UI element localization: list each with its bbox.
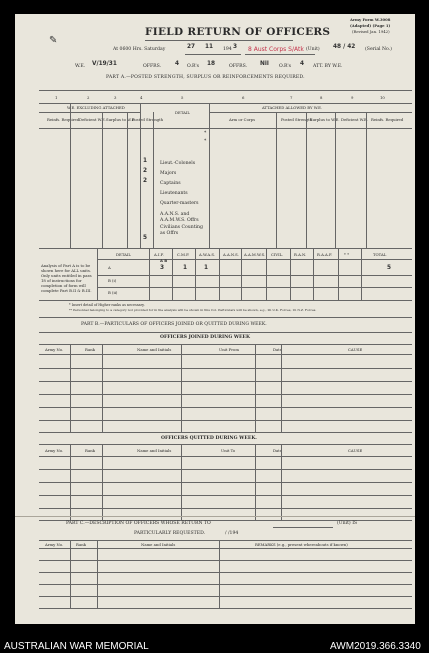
quitted-hdr-rank: Rank [85, 448, 95, 453]
ors-value: 18 [207, 61, 216, 67]
offrs2-value: Nil [260, 61, 269, 67]
offrs2-label: OFFRS. [229, 64, 248, 69]
hdr-posted-left: Posted Strength [132, 117, 164, 122]
posted-lieutenants: 2 [143, 178, 148, 184]
hdr-deficient-left: Deficient W.E. [79, 117, 107, 122]
posted-majors: 1 [143, 158, 148, 164]
joined-title-line [39, 344, 412, 345]
analysis-row-a: A [108, 265, 111, 270]
grid-v6 [276, 112, 277, 248]
joined-hdr-unit-from: Unit From [219, 347, 239, 352]
analysis-v0 [97, 248, 98, 300]
part-c-hdr-name: Name and Initials [141, 542, 176, 547]
analysis-row-a-line [97, 275, 412, 276]
archive-credit: AUSTRALIAN WAR MEMORIAL [4, 641, 149, 652]
joined-row-5 [39, 420, 412, 421]
joined-v1 [70, 344, 71, 432]
form-id-line2: (Adapted) (Page 1) [350, 23, 391, 28]
date-month: 11 [205, 44, 214, 50]
grid-v3 [127, 112, 128, 248]
rank-majors: Majors [160, 171, 177, 176]
footnote-2: ** Personnel belonging to a category not provided for in the analysis will be shown in this Col. Particulars will be shown, e.g., 2h U.K. Forces, 1h N.Z. Forces. [69, 308, 317, 312]
part-c-title-2: PARTICULARLY REQUESTED. [134, 531, 206, 536]
quitted-v1 [70, 444, 71, 520]
part-c-hdr-remarks: REMARKS (e.g., present whereabouts if known) [255, 542, 348, 547]
form-id-line3: (Revised Jan. 1942) [352, 29, 390, 34]
joined-row-2 [39, 381, 412, 382]
grid-v9 [366, 112, 367, 248]
joined-title: OFFICERS JOINED DURING WEEK [160, 335, 251, 340]
part-a-body-bottom [39, 248, 412, 249]
grid-v7 [306, 112, 307, 248]
joined-v4 [255, 344, 256, 432]
col-number-2: 2 [87, 95, 90, 100]
pencil-mark-icon: ✎ [49, 35, 58, 46]
posted-captains: 2 [143, 168, 148, 174]
joined-hdr-rank: Rank [85, 347, 95, 352]
unit-underline [245, 54, 315, 55]
joined-row-3 [39, 394, 412, 395]
serial-label: (Serial No.) [365, 47, 392, 52]
joined-row-4 [39, 407, 412, 408]
part-b-title-line [39, 332, 412, 333]
analysis-detail-header: DETAIL [116, 252, 131, 257]
quitted-hdr-cause: CAUSE [348, 448, 363, 453]
grid-v5 [209, 103, 210, 248]
analysis-v2 [172, 248, 173, 300]
part-c-title-b: (Unit) IS [337, 521, 358, 526]
part-c-v3 [219, 540, 220, 608]
rank-lieutenants: Lieutenants [160, 191, 188, 196]
part-a-top-line [39, 90, 412, 91]
col-number-10: 10 [380, 95, 385, 100]
analysis-col-awas: A.W.A.S. [199, 252, 216, 257]
col-number-1: 1 [55, 95, 58, 100]
part-c-date-stub: / /194 [225, 531, 239, 536]
quitted-hdr-army-no: Army No. [45, 448, 64, 453]
analysis-col-raaf: R.A.A.F. [317, 252, 333, 257]
we-prefix: W.E. [75, 64, 86, 69]
part-b-title: PART B.—PARTICULARS OF OFFICERS JOINED OR QUITTED DURING WEEK. [81, 322, 267, 327]
offrs-label: OFFRS. [143, 64, 162, 69]
quitted-row-3 [39, 495, 412, 496]
part-c-unit-blank [273, 527, 333, 528]
title-underline [145, 40, 293, 41]
joined-v2 [102, 344, 103, 432]
part-c-row-3 [39, 584, 412, 585]
row-a-cmf: 1 [183, 265, 188, 271]
grid-v4 [140, 103, 141, 248]
analysis-row-bi-line [97, 287, 412, 288]
attached-allowed-header: ATTACHED ALLOWED BY W.E. [262, 105, 323, 110]
part-c-v1 [70, 540, 71, 608]
analysis-v5 [241, 248, 242, 300]
analysis-col-civil: CIVIL. [271, 252, 284, 257]
joined-v3 [181, 344, 182, 432]
col-number-5: 5 [181, 95, 184, 100]
part-c-row-1 [39, 560, 412, 561]
rank-captains: Captains [160, 181, 181, 186]
part-c-hdr-rank: Rank [76, 542, 86, 547]
archive-id: AWM2019.366.3340 [330, 641, 421, 652]
quitted-row-2 [39, 482, 412, 483]
part-c-title-line [39, 540, 412, 541]
we-value: V/19/31 [92, 61, 117, 67]
detail-star-1: * [204, 131, 207, 136]
joined-hdr-army-no: Army No. [45, 347, 64, 352]
analysis-col-ran: R.A.N. [294, 252, 307, 257]
hdr-arm-corps: Arm or Corps [229, 117, 256, 122]
analysis-col-cmf: C.M.F. [177, 252, 190, 257]
quitted-v5 [281, 444, 282, 520]
we-excluding-header: W.E. EXCLUDING ATTACHED [67, 105, 125, 110]
header-bottom-line [39, 128, 412, 129]
analysis-v9 [338, 248, 339, 300]
joined-hdr-date: Date [273, 347, 283, 352]
row-a-aif: 3 [160, 265, 165, 271]
analysis-v7 [290, 248, 291, 300]
quitted-hdr-unit-to: Unit To [221, 448, 236, 453]
col-number-4: 4 [140, 95, 143, 100]
analysis-v1 [149, 248, 150, 300]
part-c-title-a: PART C.—DESCRIPTION OF OFFICERS WHOSE RETURN TO [66, 521, 211, 526]
ors2-value: 4 [300, 61, 305, 67]
analysis-col-other: * * [344, 252, 350, 257]
analysis-header-line [97, 259, 412, 260]
rank-aans-aamws: A.A.N.S. and A.A.M.W.S. Offrs [160, 212, 199, 223]
offrs-value: 4 [175, 61, 180, 67]
date-day: 27 [187, 44, 196, 50]
part-c-row-2 [39, 572, 412, 573]
ors2-label: O.R's [279, 64, 292, 69]
posted-total: 5 [143, 235, 148, 241]
analysis-v6 [266, 248, 267, 300]
analysis-col-aans: A.A.N.S. [223, 252, 239, 257]
analysis-col-aif: A.I.F. [154, 252, 164, 257]
row-a-aif-small: A B [160, 258, 168, 263]
col-number-7: 7 [290, 95, 293, 100]
attached-group-line [209, 112, 412, 113]
col-number-3: 3 [114, 95, 117, 100]
we-group-line [39, 112, 140, 113]
hdr-reinfs-right: Reinfs. Required [371, 117, 404, 122]
quitted-row-4 [39, 508, 412, 509]
col-number-9: 9 [351, 95, 354, 100]
part-c-hdr-army-no: Army No. [45, 542, 64, 547]
detail-star-2: * [204, 139, 207, 144]
rank-quartermasters: Quarter-masters [160, 201, 199, 206]
grid-v2 [102, 112, 103, 248]
form-title: FIELD RETURN OF OFFICERS [145, 26, 331, 38]
form-id-line1: Army Form W.3008 [350, 17, 391, 22]
quitted-v2 [102, 444, 103, 520]
row-a-total: 5 [387, 265, 392, 271]
analysis-col-total: TOTAL [373, 252, 387, 257]
analysis-v3 [195, 248, 196, 300]
part-c-bottom [39, 608, 412, 609]
hdr-surplus-left: Surplus to W.E. [106, 117, 136, 122]
form-page [15, 14, 415, 624]
serial-value: 48 / 42 [333, 44, 356, 50]
unit-stamp: 8 Aust Corps S/Atk [248, 46, 304, 53]
part-c-row-4 [39, 596, 412, 597]
rank-civilians: Civilians Counting as Offrs [160, 225, 203, 236]
grid-v8 [335, 112, 336, 248]
quitted-hdr-date: Date [273, 448, 283, 453]
col-number-8: 8 [320, 95, 323, 100]
col-number-6: 6 [242, 95, 245, 100]
fold-crease [15, 516, 415, 517]
part-c-v2 [97, 540, 98, 608]
quitted-row-1 [39, 469, 412, 470]
date-year-prefix: 194 [223, 47, 232, 52]
date-year: 3 [233, 44, 238, 50]
quitted-title: OFFICERS QUITTED DURING WEEK. [161, 436, 257, 441]
part-c-hdr-line [39, 548, 412, 549]
grid-v1 [70, 103, 71, 248]
hdr-posted-right: Posted Strength [281, 117, 313, 122]
analysis-row-bii: B (ii) [108, 290, 118, 295]
quitted-v4 [255, 444, 256, 520]
analysis-col-aamws: A.A.M.W.S. [244, 252, 266, 257]
unit-label: (Unit) [306, 47, 320, 52]
analysis-v8 [313, 248, 314, 300]
analysis-v4 [219, 248, 220, 300]
joined-row-1 [39, 368, 412, 369]
joined-bottom [39, 432, 412, 433]
hdr-reinfs-left: Reinfs. Required [47, 117, 80, 122]
analysis-v10 [361, 248, 362, 300]
hdr-deficient-right: Deficient W.E. [341, 117, 369, 122]
quitted-title-line [39, 444, 412, 445]
quitted-hdr-name: Name and Initials [137, 448, 172, 453]
joined-hdr-name: Name and Initials [137, 347, 172, 352]
quitted-v3 [181, 444, 182, 520]
hdr-surplus-right: Surplus to W.E. [310, 117, 340, 122]
at-prefix: At 0600 Hrs. Saturday [113, 47, 166, 52]
hdr-detail: DETAIL [175, 110, 190, 115]
part-b-top-line [39, 317, 412, 318]
joined-v5 [281, 344, 282, 432]
joined-hdr-line [39, 354, 412, 355]
analysis-row-bi: B (i) [108, 278, 117, 283]
grid-v4b [153, 112, 154, 248]
row-a-awas: 1 [204, 265, 209, 271]
quitted-hdr-line [39, 456, 412, 457]
analysis-note: Analysis of Part A is to be shown here for ALL units. Only units entitled in para 18 of instructions for completion of form will complete Part B.II & B.III. [41, 263, 92, 293]
part-a-title: PART A.—POSTED STRENGTH, SURPLUS OR REINFORCEMENTS REQUIRED. [106, 75, 305, 80]
footnote-1: * Insert detail of Higher ranks as necessary. [69, 303, 145, 307]
col-number-line [39, 103, 412, 104]
att-label: ATT. BY W.E. [313, 64, 343, 69]
date-underline [185, 54, 241, 55]
joined-hdr-cause: CAUSE [348, 347, 363, 352]
analysis-lower [39, 300, 412, 301]
rank-lieut-colonels: Lieut.-Colonels [160, 161, 196, 166]
ors-label: O.R's [187, 64, 200, 69]
